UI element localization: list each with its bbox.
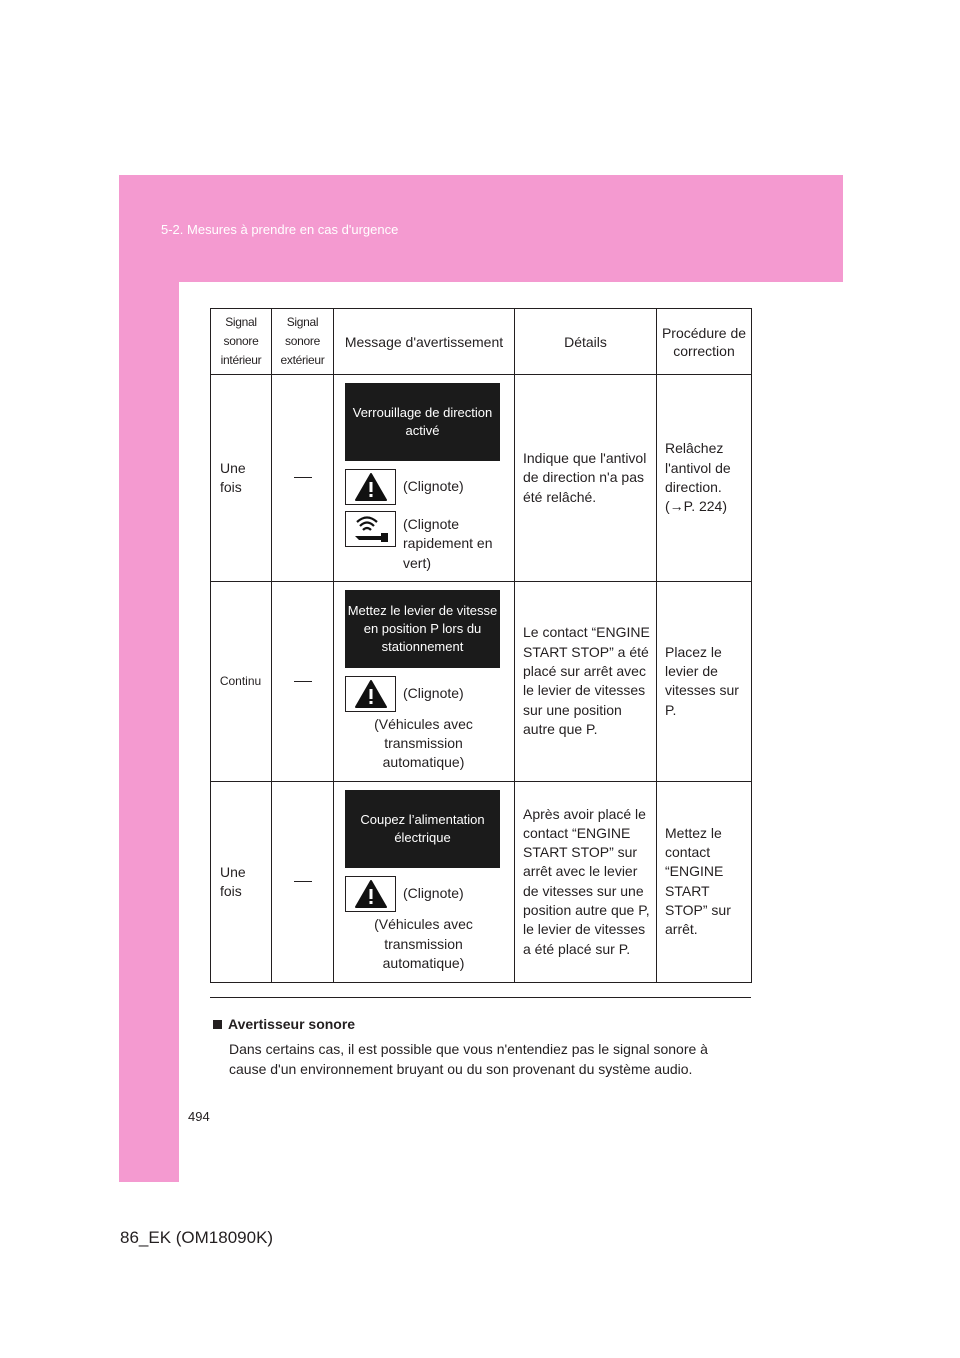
table-row: [211, 375, 752, 582]
indicator-label: (Clignote): [403, 478, 464, 494]
correction-cell: Relâchez l'antivol de direction. (→P. 224): [657, 375, 752, 582]
indicator-row: [345, 676, 502, 712]
details-cell: Indique que l'antivol de direction n'a pas été relâché.: [515, 375, 657, 582]
page-number: 494: [188, 1109, 210, 1124]
section-title: 5-2. Mesures à prendre en cas d'urgence: [161, 222, 399, 237]
indicator-row: [345, 876, 502, 912]
details-cell: Après avoir placé le contact “ENGINE START STOP” sur arrêt avec le levier de vitesses sur une position autre que P, le levier de vitesses a été placé sur P.: [515, 781, 657, 982]
table-row: [211, 781, 752, 982]
correction-cell: Placez le levier de vitesses sur P.: [657, 581, 752, 781]
smart-key-icon: [345, 511, 396, 547]
interior-buzzer-cell: Une fois: [211, 375, 272, 582]
details-cell: Le contact “ENGINE START STOP” a été placé sur arrêt avec le levier de vitesses sur une position autre que P.: [515, 581, 657, 781]
correction-cell: Mettez le contact “ENGINE START STOP” sur arrêt.: [657, 781, 752, 982]
manual-code: 86_EK (OM18090K): [120, 1228, 274, 1247]
message-display: Mettez le levier de vitesse en position P lors du stationnement: [345, 590, 500, 668]
none-dash: [294, 681, 312, 682]
indicator-label: (Clignote): [403, 885, 464, 902]
header-exterior-buzzer: Signal sonore extérieur: [272, 309, 334, 375]
indicator-row: [345, 469, 502, 505]
vehicle-note: (Véhicules avec transmission automatique): [374, 715, 473, 771]
table-header-row: [211, 309, 752, 375]
chapter-side-band: [119, 282, 179, 1182]
vehicle-note: (Véhicules avec transmission automatique): [374, 916, 473, 971]
exterior-buzzer-cell: [272, 781, 334, 982]
warning-triangle-icon: [345, 676, 396, 712]
header-interior-buzzer: Signal sonore intérieur: [211, 309, 272, 375]
exterior-buzzer-cell: [272, 375, 334, 582]
exterior-buzzer-cell: [272, 581, 334, 781]
indicator-label: (Clignote rapidement en vert): [403, 516, 493, 571]
warning-message-cell: [334, 581, 515, 781]
none-dash: [294, 477, 312, 478]
header-details: Détails: [515, 309, 657, 375]
indicator-row: [345, 511, 502, 573]
interior-buzzer-cell: Continu: [211, 581, 272, 781]
message-display: Coupez l’alimentation électrique: [345, 790, 500, 868]
indicator-label: (Clignote): [403, 684, 464, 701]
table-row: [211, 581, 752, 781]
warning-message-cell: [334, 781, 515, 982]
interior-buzzer-cell: Une fois: [211, 781, 272, 982]
warning-triangle-icon: [345, 469, 396, 505]
subsection-title: [213, 1016, 355, 1032]
none-dash: [294, 881, 312, 882]
warning-buzzer-table: [210, 308, 752, 983]
section-divider: [210, 997, 751, 998]
header-correction: Procédure de correction: [657, 309, 752, 375]
message-display: Verrouillage de direction activé: [345, 383, 500, 461]
subsection-body: Dans certains cas, il est possible que vous n'entendiez pas le signal sonore à cause d'un environnement bruyant ou du son provenant du système audio.: [229, 1041, 708, 1077]
warning-message-cell: [334, 375, 515, 582]
subsection-title-text: Avertisseur sonore: [228, 1016, 356, 1032]
header-warning-message: Message d'avertissement: [334, 309, 515, 375]
warning-triangle-icon: [345, 876, 396, 912]
square-bullet-icon: [213, 1020, 222, 1029]
